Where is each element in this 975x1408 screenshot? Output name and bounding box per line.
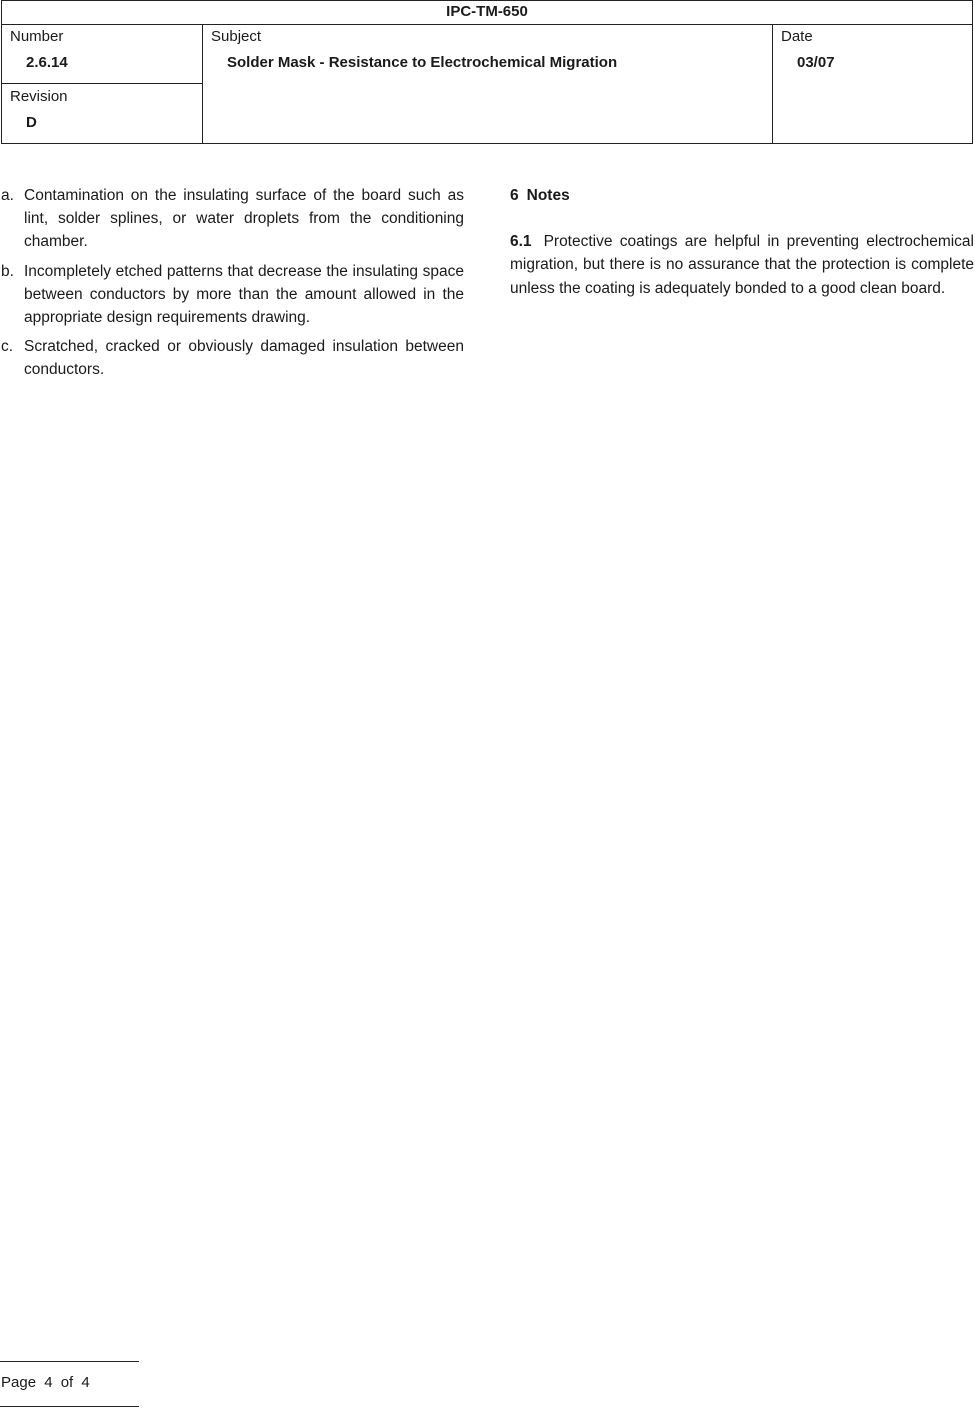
date-value: 03/07 <box>797 54 835 71</box>
revision-label: Revision <box>10 88 68 105</box>
revision-cell <box>2 84 203 143</box>
notes-paragraph <box>510 230 974 300</box>
right-column <box>510 184 974 300</box>
list-item-text: Contamination on the insulating surface of the board such as lint, solder splines, or water droplets from the conditioning chamber. <box>24 187 464 251</box>
document-header-table <box>1 0 973 144</box>
document-series-title: IPC-TM-650 <box>2 1 972 25</box>
list-item-text: Incompletely etched patterns that decrease the insulating space between conductors by more than the amount allowed in the appropriate design requirements drawing. <box>24 262 464 327</box>
list-item <box>1 184 464 254</box>
section-number: 6 <box>510 187 519 204</box>
section-heading <box>510 184 974 207</box>
list-item-letter: a. <box>1 187 14 204</box>
date-label: Date <box>781 28 813 45</box>
number-cell <box>2 24 203 84</box>
list-item <box>1 260 464 330</box>
footer-rule-top <box>0 1361 139 1362</box>
revision-value: D <box>26 114 37 131</box>
page-number: Page 4 of 4 <box>1 1374 90 1391</box>
paragraph-number: 6.1 <box>510 233 532 251</box>
paragraph-text: Protective coatings are helpful in preventing electrochemical migration, but there is no assurance that the protection is complete unless the coating is adequately bonded to a good clean board. <box>510 233 974 297</box>
subject-value: Solder Mask - Resistance to Electrochemical Migration <box>227 54 618 71</box>
list-item-letter: b. <box>1 262 14 280</box>
number-label: Number <box>10 28 64 45</box>
list-item-letter: c. <box>1 338 14 356</box>
date-cell <box>773 24 972 143</box>
section-title: Notes <box>526 187 570 204</box>
number-value: 2.6.14 <box>26 54 68 71</box>
left-column <box>1 184 464 388</box>
subject-cell <box>203 24 773 143</box>
footer-rule-bottom <box>0 1406 139 1407</box>
list-item-text: Scratched, cracked or obviously damaged insulation between conductors. <box>24 338 464 379</box>
subject-label: Subject <box>211 28 262 45</box>
list-item <box>1 335 464 381</box>
